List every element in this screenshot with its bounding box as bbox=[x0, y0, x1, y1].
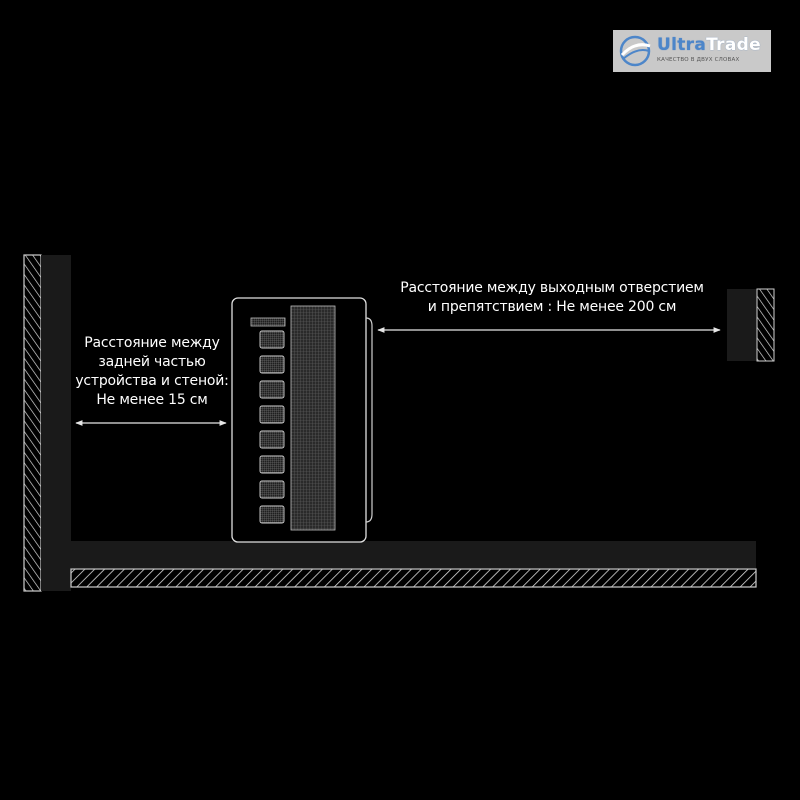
globe-swoosh-icon bbox=[617, 33, 653, 69]
floor bbox=[71, 541, 756, 587]
logo-wordmark-part2: Trade bbox=[706, 35, 761, 55]
logo-slogan: КАЧЕСТВО В ДВУХ СЛОВАХ bbox=[657, 57, 740, 63]
right-obstacle bbox=[727, 289, 774, 361]
left-wall bbox=[24, 255, 71, 591]
back-clearance-line: задней частью bbox=[98, 354, 206, 370]
device-grille bbox=[291, 306, 335, 530]
logo-wordmark bbox=[657, 35, 761, 55]
back-clearance-line: Не менее 15 см bbox=[96, 392, 208, 408]
back-clearance-line: Расстояние между bbox=[84, 335, 220, 351]
device-unit bbox=[232, 298, 372, 542]
back-clearance-line: устройства и стеной: bbox=[75, 373, 229, 389]
logo-wordmark-part1: Ultra bbox=[657, 35, 707, 55]
device-display-panel bbox=[251, 318, 285, 326]
back-clearance-label bbox=[68, 334, 236, 410]
front-clearance-line: Расстояние между выходным отверстием bbox=[400, 280, 704, 296]
front-clearance-label bbox=[382, 279, 722, 317]
front-clearance-line: и препятствием : Не менее 200 см bbox=[427, 299, 677, 315]
ultratrade-logo bbox=[613, 30, 771, 72]
